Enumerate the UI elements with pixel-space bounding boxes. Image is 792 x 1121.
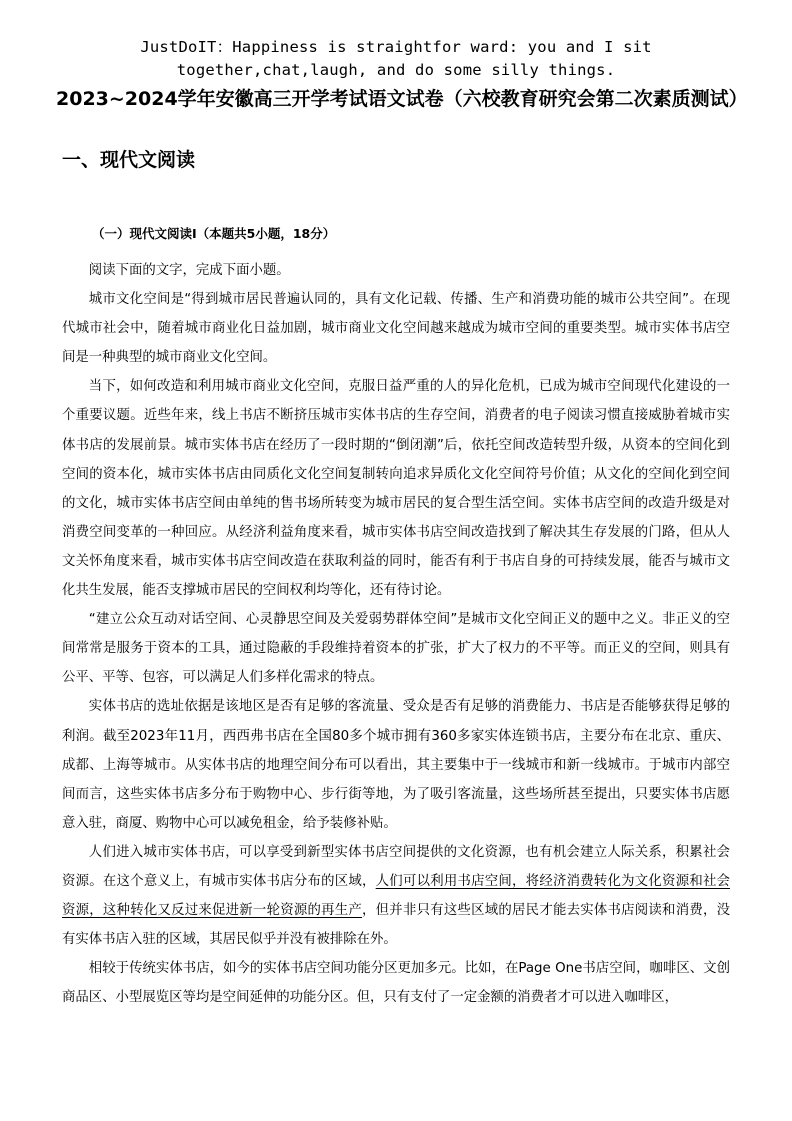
underlined-sentence: 人们可以利用书店空间，将经济消费转化为文化资源和社会资源，这种转化又反过来促进新一轮资源的再生产 [62, 873, 731, 919]
header-quote-line-2: together,chat,laugh, and do some silly things. [176, 61, 616, 79]
paragraph-3: “建立公众互动对话空间、心灵静思空间及关爱弱势群体空间”是城市文化空间正义的题中之义。非正义的空间常常是服务于资本的工具，通过隐蔽的手段维持着资本的扩张，扩大了权力的不平等。而正义的空间，则具有公平、平等、包容，可以满足人们多样化需求的特点。 [62, 612, 730, 686]
instruction-text: 阅读下面的文字，完成下面小题。 [88, 263, 290, 278]
passage-body [62, 256, 730, 1012]
paragraph-5-after: ，但并非只有这些区域的居民才能去实体书店阅读和消费，没有实体书店入驻的区域，其居民似乎并没有被排除在外。 [62, 903, 730, 948]
paragraph-6: 相较于传统实体书店，如今的实体书店空间功能分区更加多元。比如，在Page One书店空间，咖啡区、文创商品区、小型展览区等均是空间延伸的功能分区。但，只有支付了一定金额的消费者才可以进入咖啡区， [62, 961, 730, 1006]
header-quote-line-1: JustDoIT：Happiness is straightfor ward: you and I sit [140, 38, 652, 56]
paragraph-5 [62, 838, 730, 954]
page-title: 2023~2024学年安徽高三开学考试语文试卷（六校教育研究会第二次素质测试） [56, 88, 748, 110]
paragraph-5-before: 人们进入城市实体书店，可以享受到新型实体书店空间提供的文化资源，也有机会建立人际关系，积累社会资源。在这个意义上，有城市实体书店分布的区域， [62, 844, 730, 889]
sub-heading: （一）现代文阅读Ⅰ（本题共5小题，18分） [92, 226, 336, 241]
paragraph-4: 实体书店的选址依据是该地区是否有足够的客流量、受众是否有足够的消费能力、书店是否能够获得足够的利润。截至2023年11月，西西弗书店在全国80多个城市拥有360多家实体连锁书店，主要分布在北京、重庆、成都、上海等城市。从实体书店的地理空间分布可以看出，其主要集中于一线城市和新一线城市。于城市内部空间而言，这些实体书店多分布于购物中心、步行街等地，为了吸引客流量，这些场所甚至提出，只要实体书店愿意入驻，商厦、购物中心可以减免租金，给予装修补贴。 [62, 699, 730, 831]
section-heading: 一、现代文阅读 [62, 149, 196, 171]
header-quote [120, 36, 672, 82]
paragraph-1: 城市文化空间是“得到城市居民普遍认同的，具有文化记载、传播、生产和消费功能的城市公共空间”。在现代城市社会中，随着城市商业化日益加剧，城市商业文化空间越来越成为城市空间的重要类型。城市实体书店空间是一种典型的城市商业文化空间。 [62, 292, 730, 366]
paragraph-2: 当下，如何改造和利用城市商业文化空间，克服日益严重的人的异化危机，已成为城市空间现代化建设的一个重要议题。近些年来，线上书店不断挤压城市实体书店的生存空间，消费者的电子阅读习惯直接威胁着城市实体书店的发展前景。城市实体书店在经历了一段时期的“倒闭潮”后，依托空间改造转型升级，从资本的空间化到空间的资本化，城市实体书店由同质化文化空间复制转向追求异质化文化空间符号价值；从文化的空间化到空间的文化，城市实体书店空间由单纯的售书场所转变为城市居民的复合型生活空间。实体书店空间的改造升级是对消费空间变革的一种回应。从经济利益角度来看，城市实体书店空间改造找到了解决其生存发展的门路，但从人文关怀角度来看，城市实体书店空间改造在获取利益的同时，能否有利于书店自身的可持续发展，能否与城市文化共生发展，能否支撑城市居民的空间权利均等化，还有待讨论。 [62, 379, 730, 599]
